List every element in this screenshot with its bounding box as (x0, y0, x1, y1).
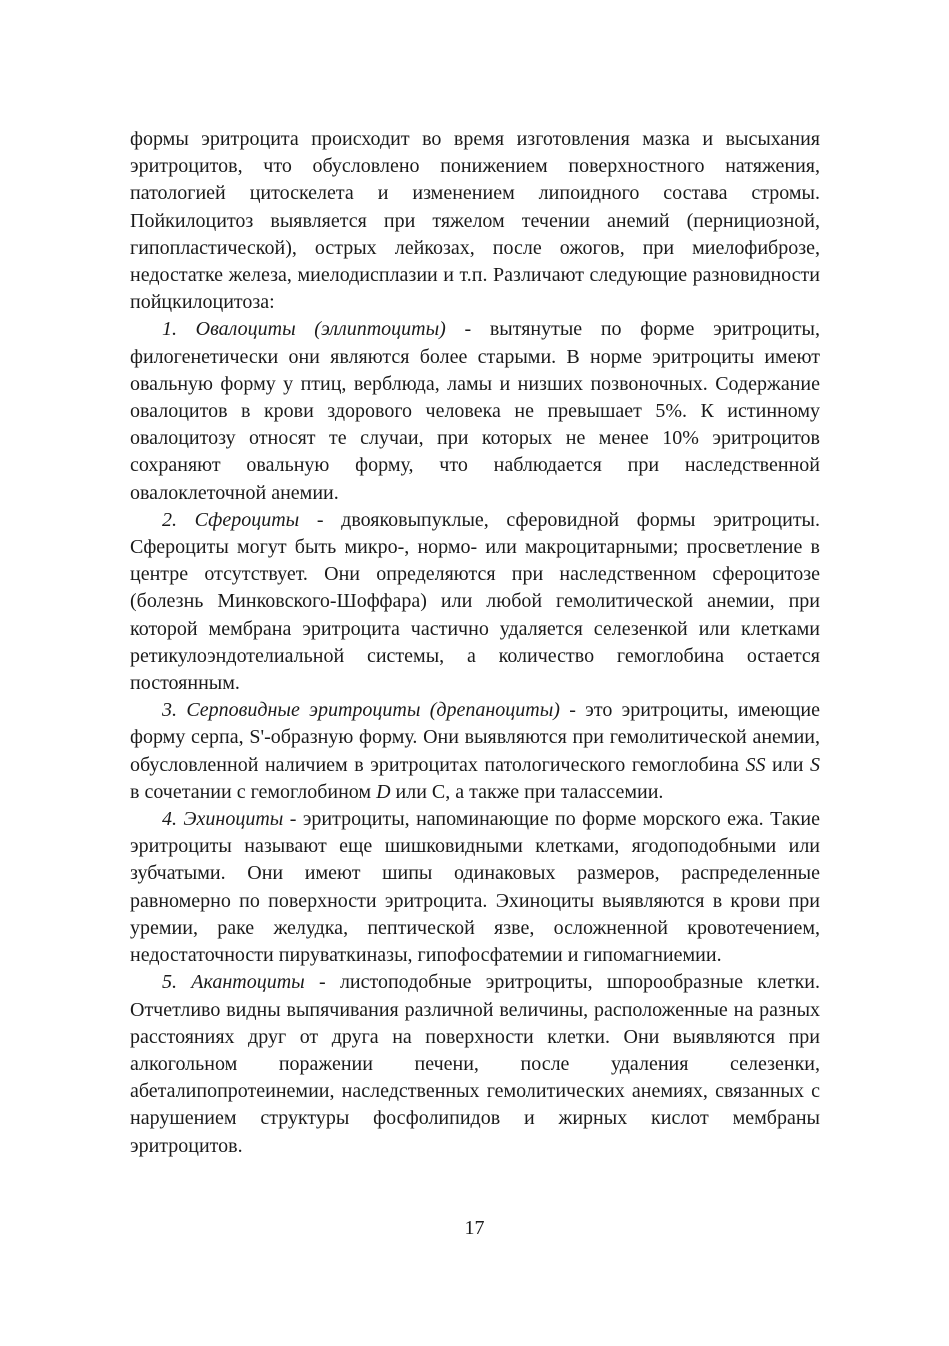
term-sickle-cells: 3. Серповидные эритроциты (дрепаноциты) (162, 699, 560, 722)
page-body (130, 126, 820, 1160)
paragraph-acanthocytes (130, 969, 820, 1159)
paragraph-text: - двояковыпуклые, сферовидной формы эритроциты. Сфероциты могут быть микро-, нормо- или макроцитарными; просветление в центре отсутствует. Они определяются при наследственном сфероцитозе (болезнь Минковского-Шоффара) или любой гемолитической анемии, при которой мембрана эритроцита частично удаляется селезенкой или клетками ретикулоэндотелиальной системы, а количество гемоглобина остается постоянным. (130, 508, 820, 695)
paragraph-text: - эритроциты, напоминающие по форме морского ежа. Такие эритроциты называют еще шишковидными клетками, ягодоподобными или зубчатыми. Они имеют шипы одинаковых размеров, распределенные равномерно по поверхности эритроцита. Эхиноциты выявляются в крови при уремии, раке желудка, пептической язве, осложненной кровотечением, недостаточности пируваткиназы, гипофосфатемии и гипомагниемии. (130, 808, 820, 967)
paragraph-text: формы эритроцита происходит во время изготовления мазка и высыхания эритроцитов, что обусловлено понижением поверхностного натяжения, патологией цитоскелета и изменением липоидного состава стромы. Пойкилоцитоз выявляется при тяжелом течении анемий (пернициозной, гипопластической), острых лейкозах, после ожогов, при миелофиброзе, недостатке железа, миелодисплазии и т.п. Различают следующие разновидности пойцкилоцитоза: (130, 128, 820, 314)
term-acanthocytes: 5. Акантоциты (162, 971, 305, 994)
paragraph-ovalocytes (130, 316, 820, 506)
term-ovalocytes: 1. Овалоциты (эллиптоциты) (162, 318, 446, 341)
hemoglobin-d: D (376, 780, 391, 803)
paragraph-echinocytes (130, 806, 820, 969)
paragraph-sickle-cells (130, 697, 820, 806)
term-echinocytes: 4. Эхиноциты (162, 808, 284, 831)
hemoglobin-s: S (810, 753, 820, 776)
paragraph-text: - вытянутые по форме эритроциты, филогенетически они являются более старыми. В норме эритроциты имеют овальную форму у птиц, верблюда, ламы и низших позвоночных. Содержание овалоцитов в крови здорового человека не превышает 5%. К истинному овалоцитозу относят те случаи, при которых не менее 10% эритроцитов сохраняют овальную форму, что наблюдается при наследственной овалоклеточной анемии. (130, 318, 820, 504)
paragraph-text: - это эритроциты, имеющие форму серпа, S'-образную форму. Они выявляются при гемолитической анемии, обусловленной наличием в эритроцитах патологического гемоглобина (130, 699, 820, 776)
term-spherocytes: 2. Сфероциты (162, 508, 300, 531)
paragraph-spherocytes (130, 507, 820, 697)
paragraph-intro (130, 126, 820, 316)
paragraph-text: в сочетании с гемоглобином (130, 780, 377, 803)
page-number: 17 (464, 1217, 485, 1239)
paragraph-text: или С, а также при талассемии. (390, 780, 664, 803)
paragraph-text: - листоподобные эритроциты, шпорообразные клетки. Отчетливо видны выпячивания различной величины, расположенные на разных расстояниях друг от друга на поверхности клетки. Они выявляются при алкогольном поражении печени, после удаления селезенки, абеталипопротеинемии, наследственных гемолитических анемиях, связанных с нарушением структуры фосфолипидов и жирных кислот мембраны эритроцитов. (130, 971, 820, 1157)
hemoglobin-ss: SS (745, 753, 766, 776)
paragraph-text: или (765, 753, 810, 776)
